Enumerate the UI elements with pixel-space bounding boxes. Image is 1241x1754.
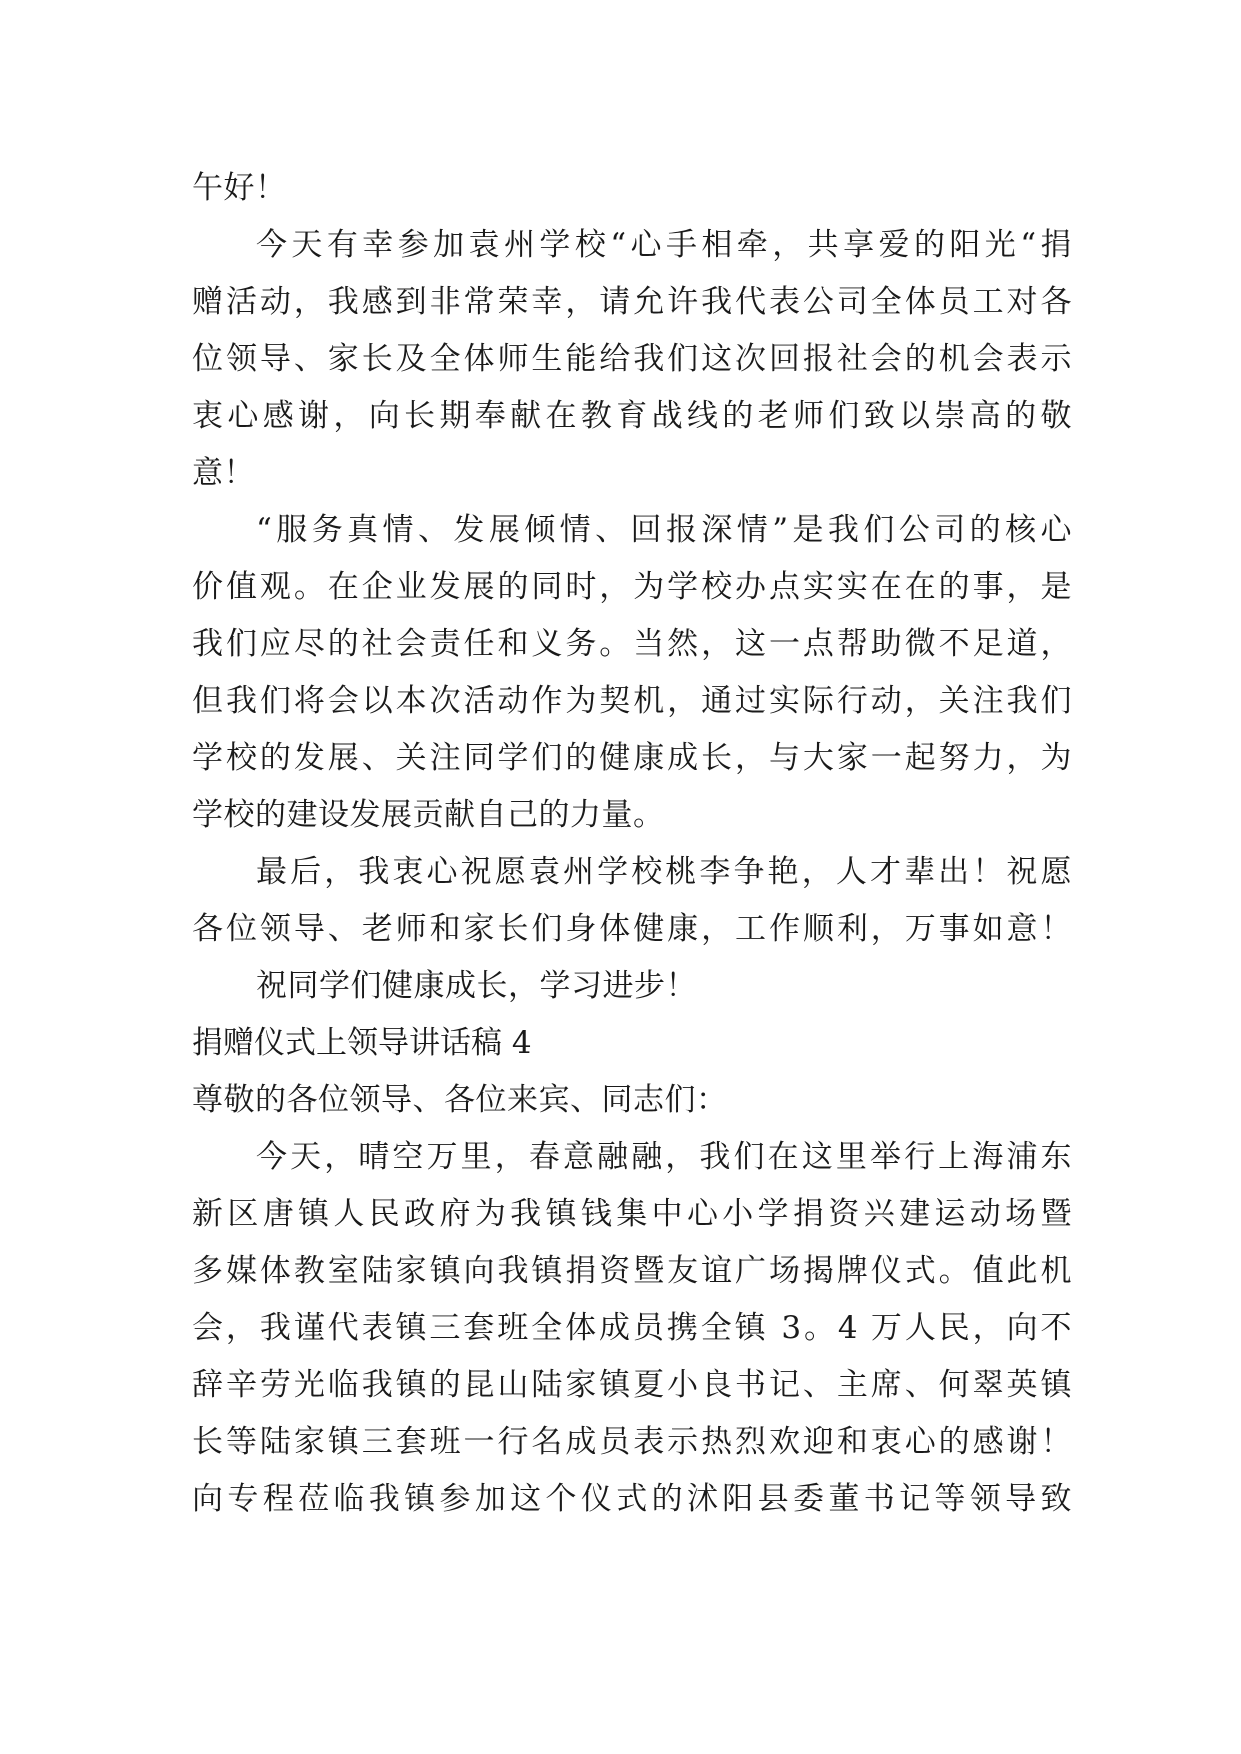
text-line: 向专程莅临我镇参加这个仪式的沭阳县委董书记等领导致	[192, 1481, 1072, 1517]
text-line: 衷心感谢，向长期奉献在教育战线的老师们致以崇高的敬	[192, 398, 1072, 434]
text-line: “服务真情、发展倾情、回报深情”是我们公司的核心	[256, 512, 1072, 548]
text-line: 辞辛劳光临我镇的昆山陆家镇夏小良书记、主席、何翠英镇	[192, 1367, 1072, 1403]
text-line: 我们应尽的社会责任和义务。当然，这一点帮助微不足道，	[192, 626, 1072, 662]
text-line: 学校的发展、关注同学们的健康成长，与大家一起努力，为	[192, 740, 1072, 776]
text-line: 长等陆家镇三套班一行名成员表示热烈欢迎和衷心的感谢！	[192, 1424, 1072, 1460]
text-line: 午好！	[192, 170, 287, 206]
text-line: 今天有幸参加袁州学校“心手相牵，共享爱的阳光“捐	[256, 227, 1072, 263]
text-line: 赠活动，我感到非常荣幸，请允许我代表公司全体员工对各	[192, 284, 1072, 320]
text-line: 今天，晴空万里，春意融融，我们在这里举行上海浦东	[256, 1139, 1072, 1175]
text-line: 祝同学们健康成长，学习进步！	[256, 968, 697, 1004]
text-line: 会，我谨代表镇三套班全体成员携全镇 3。4 万人民，向不	[192, 1310, 1072, 1346]
document-body	[192, 160, 1072, 1528]
text-line: 意！	[192, 455, 255, 491]
text-line: 学校的建设发展贡献自己的力量。	[192, 797, 665, 833]
text-line: 但我们将会以本次活动作为契机，通过实际行动，关注我们	[192, 683, 1072, 719]
text-line: 各位领导、老师和家长们身体健康，工作顺利，万事如意！	[192, 911, 1072, 947]
section-title: 捐赠仪式上领导讲话稿 4	[192, 1025, 532, 1061]
text-line: 多媒体教室陆家镇向我镇捐资暨友谊广场揭牌仪式。值此机	[192, 1253, 1072, 1289]
text-line: 价值观。在企业发展的同时，为学校办点实实在在的事，是	[192, 569, 1072, 605]
text-line: 位领导、家长及全体师生能给我们这次回报社会的机会表示	[192, 341, 1072, 377]
text-line: 新区唐镇人民政府为我镇钱集中心小学捐资兴建运动场暨	[192, 1196, 1072, 1232]
text-line: 最后，我衷心祝愿袁州学校桃李争艳，人才辈出！祝愿	[256, 854, 1072, 890]
salutation: 尊敬的各位领导、各位来宾、同志们：	[192, 1082, 728, 1118]
